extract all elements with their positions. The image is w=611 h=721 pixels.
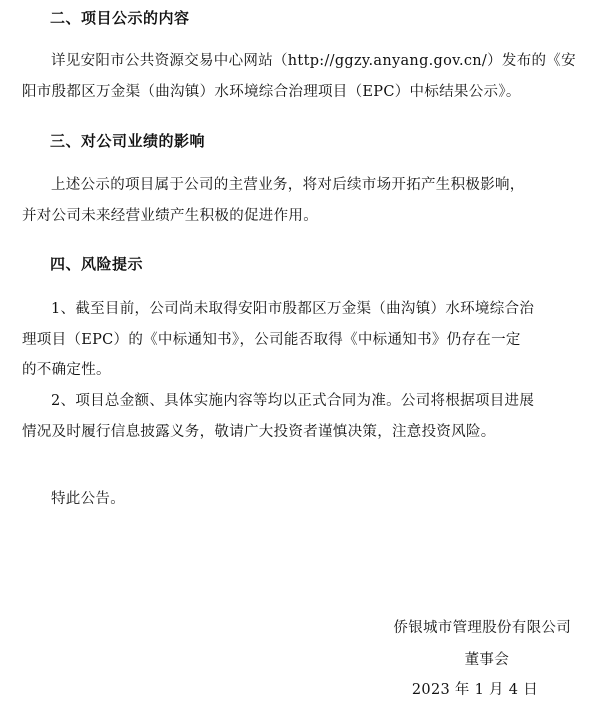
signature-date: 2023 年 1 月 4 日 bbox=[411, 682, 538, 698]
paragraph-line: 上述公示的项目属于公司的主营业务，将对后续市场开拓产生积极影响， bbox=[51, 177, 525, 193]
signature-board: 董事会 bbox=[464, 652, 509, 668]
section-heading-project-content: 二、项目公示的内容 bbox=[50, 9, 190, 27]
paragraph-impact bbox=[22, 170, 578, 231]
paragraph-risk-1 bbox=[22, 294, 578, 386]
section-heading-impact: 三、对公司业绩的影响 bbox=[50, 132, 206, 150]
closing-text bbox=[22, 484, 578, 515]
paragraph-line: 理项目（EPC）的《中标通知书》，公司能否取得《中标通知书》仍存在一定 bbox=[22, 331, 521, 348]
paragraph-risk-2 bbox=[22, 386, 578, 447]
paragraph-line: 的不确定性。 bbox=[22, 362, 111, 378]
paragraph-project-content bbox=[22, 46, 578, 107]
section-heading-risk: 四、风险提示 bbox=[50, 255, 144, 273]
paragraph-line: 阳市殷都区万金渠（曲沟镇）水环境综合治理项目（EPC）中标结果公示》。 bbox=[22, 83, 521, 100]
paragraph-line: 2、项目总金额、具体实施内容等均以正式合同为准。公司将根据项目进展 bbox=[51, 393, 535, 409]
paragraph-line: 详见安阳市公共资源交易中心网站（http://ggzy.anyang.gov.cn/）发布的《安 bbox=[51, 53, 576, 69]
signature-company: 侨银城市管理股份有限公司 bbox=[393, 620, 571, 636]
closing-line: 特此公告。 bbox=[51, 491, 125, 507]
paragraph-line: 情况及时履行信息披露义务，敬请广大投资者谨慎决策，注意投资风险。 bbox=[22, 423, 496, 440]
paragraph-line: 并对公司未来经营业绩产生积极的促进作用。 bbox=[22, 207, 318, 224]
paragraph-line: 1、截至目前，公司尚未取得安阳市殷都区万金渠（曲沟镇）水环境综合治 bbox=[51, 301, 535, 317]
